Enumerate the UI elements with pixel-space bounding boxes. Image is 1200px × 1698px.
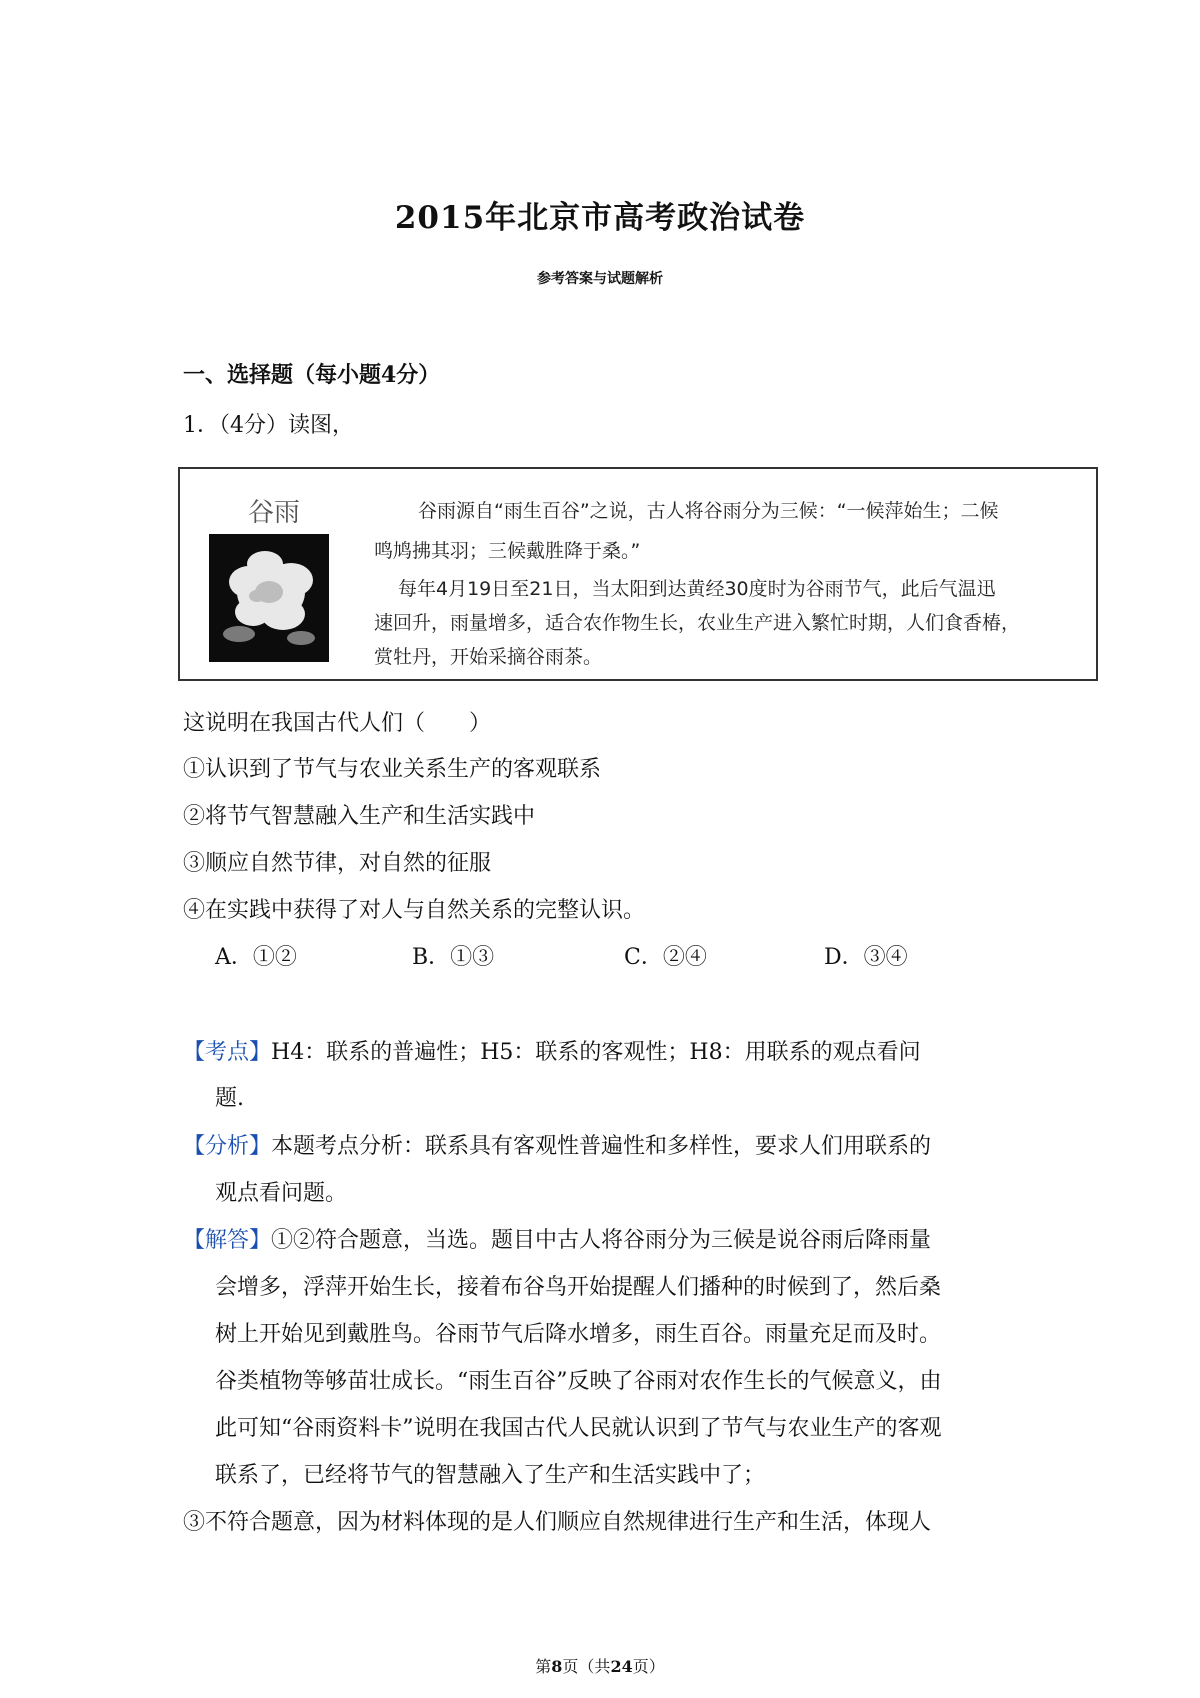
footer-post: 页） [632, 1657, 665, 1676]
jieda-text: ①②符合题意，当选。题目中古人将谷雨分为三候是说谷雨后降雨量 [271, 1228, 932, 1253]
info-card-line: 谷雨源自“雨生百谷”之说，古人将谷雨分为三候：“一候萍始生；二候 [418, 500, 999, 522]
jieda-row [183, 1223, 931, 1254]
kaodian-tag: 【考点】 [183, 1040, 272, 1065]
jieda-tag: 【解答】 [183, 1228, 272, 1253]
page-title: 2015年北京市高考政治试卷 [394, 200, 806, 236]
statement-item: ①认识到了节气与农业关系生产的客观联系 [183, 757, 602, 782]
question-prompt: 这说明在我国古代人们（ ） [183, 711, 492, 736]
page-total: 24 [610, 1657, 633, 1676]
jieda-text-line: 联系了，已经将节气的智慧融入了生产和生活实践中了； [215, 1463, 766, 1488]
info-card-title: 谷雨 [248, 498, 301, 528]
jieda-text-line: 谷类植物等够苗壮成长。“雨生百谷”反映了谷雨对农作生长的气候意义，由 [215, 1369, 942, 1394]
info-card-line: 赏牡丹，开始采摘谷雨茶。 [374, 646, 603, 668]
section-heading: 一、选择题（每小题4分） [183, 362, 441, 388]
answer-options [0, 940, 1200, 970]
fenxi-tag: 【分析】 [183, 1134, 272, 1159]
footer-mid: 页（共 [562, 1657, 611, 1676]
jieda-last-line: ③不符合题意，因为材料体现的是人们顺应自然规律进行生产和生活，体现人 [183, 1510, 932, 1535]
kaodian-row [183, 1035, 921, 1066]
kaodian-text: H4：联系的普遍性；H5：联系的客观性；H8：用联系的观点看问 [271, 1040, 921, 1065]
page-number: 8 [551, 1657, 563, 1676]
question-stem: 1．（4分）读图， [183, 413, 354, 438]
info-card-line: 速回升，雨量增多，适合农作物生长，农业生产进入繁忙时期，人们食香椿， [374, 612, 1021, 634]
flower-icon [209, 534, 329, 662]
statement-item: ③顺应自然节律，对自然的征服 [183, 851, 492, 876]
fenxi-text: 本题考点分析：联系具有客观性普遍性和多样性，要求人们用联系的 [271, 1134, 932, 1159]
jieda-text-line: 会增多，浮萍开始生长，接着布谷鸟开始提醒人们播种的时候到了，然后桑 [215, 1275, 942, 1300]
jieda-text-line: 树上开始见到戴胜鸟。谷雨节气后降水增多，雨生百谷。雨量充足而及时。 [215, 1322, 942, 1347]
flower-image [209, 534, 329, 662]
kaodian-text-cont: 题. [215, 1086, 244, 1111]
statement-item: ④在实践中获得了对人与自然关系的完整认识。 [183, 898, 646, 923]
page-subtitle: 参考答案与试题解析 [537, 271, 663, 287]
option-d[interactable]: D．③④ [824, 945, 908, 970]
jieda-text-line: 此可知“谷雨资料卡”说明在我国古代人民就认识到了节气与农业生产的客观 [215, 1416, 942, 1441]
option-a[interactable]: A．①② [215, 945, 297, 970]
page-footer [0, 1654, 1200, 1677]
info-card-line: 鸣鸠拂其羽；三候戴胜降于桑。” [374, 540, 641, 562]
fenxi-row [183, 1129, 931, 1160]
info-card-line: 每年4月19日至21日，当太阳到达黄经30度时为谷雨节气，此后气温迅 [398, 578, 996, 600]
statement-item: ②将节气智慧融入生产和生活实践中 [183, 804, 536, 829]
footer-pre: 第 [535, 1657, 552, 1676]
option-c[interactable]: C．②④ [624, 945, 707, 970]
option-b[interactable]: B．①③ [412, 945, 495, 970]
fenxi-text-cont: 观点看问题。 [215, 1181, 348, 1206]
